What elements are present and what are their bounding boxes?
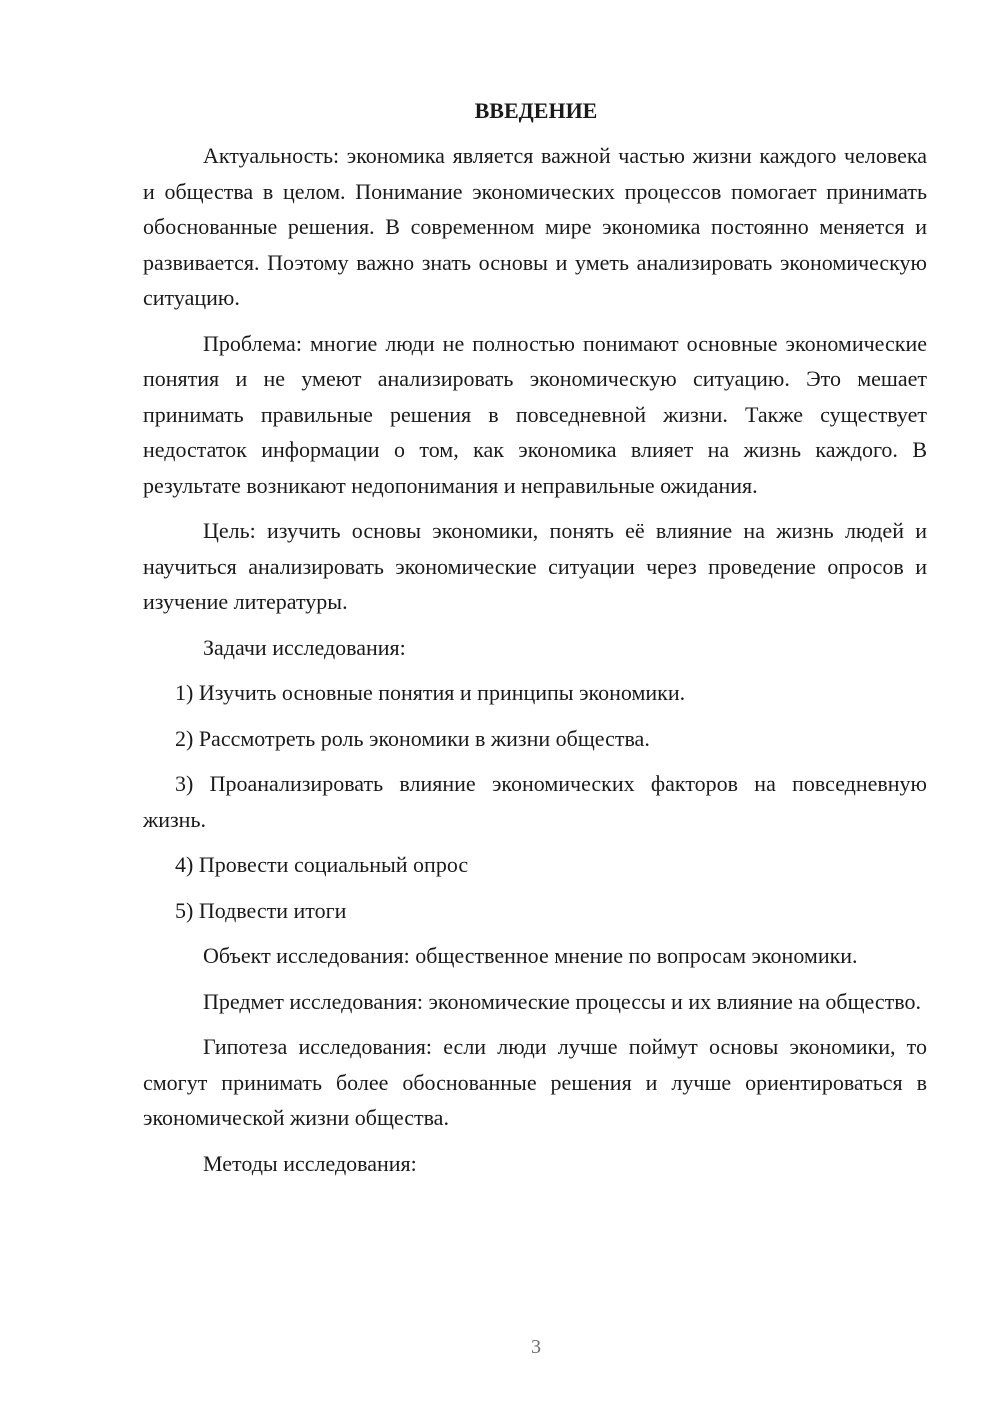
task-item: 1) Изучить основные понятия и принципы экономики. [175,680,686,705]
tasks-heading: Задачи исследования: [203,634,406,660]
hypothesis-paragraph: Гипотеза исследования: если люди лучше поймут основы экономики, то смогут принимать более обоснованные решения и лучше ориентироваться в экономической жизни общества. [143,1034,927,1130]
page-number: 3 [531,1336,541,1358]
task-item: 4) Провести социальный опрос [175,852,469,877]
task-item: 3) Проанализировать влияние экономических факторов на повседневную жизнь. [143,771,927,832]
methods-heading: Методы исследования: [203,1150,417,1176]
task-item: 5) Подвести итоги [175,897,347,923]
relevance-paragraph: Актуальность: экономика является важной частью жизни каждого человека и общества в целом. Понимание экономических процессов помогает принимать обоснованные решения. В современном мире экономика постоянно меняется и развивается. Поэтому важно знать основы и уметь анализировать экономическую ситуацию. [143,143,927,310]
document-page [143,96,927,1191]
object-paragraph: Объект исследования: общественное мнение по вопросам экономики. [203,943,858,968]
problem-paragraph: Проблема: многие люди не полностью понимают основные экономические понятия и не умеют анализировать экономическую ситуацию. Это мешает принимать правильные решения в повседневной жизни. Также существует недостаток информации о том, как экономика влияет на жизнь каждого. В результате возникают недопонимания и неправильные ожидания. [143,330,927,498]
goal-paragraph: Цель: изучить основы экономики, понять её влияние на жизнь людей и научиться анализировать экономические ситуации через проведение опросов и изучение литературы. [143,518,927,614]
task-item: 2) Рассмотреть роль экономики в жизни общества. [175,725,650,751]
page-title: ВВЕДЕНИЕ [474,98,598,123]
subject-paragraph: Предмет исследования: экономические процессы и их влияние на общество. [203,988,921,1014]
